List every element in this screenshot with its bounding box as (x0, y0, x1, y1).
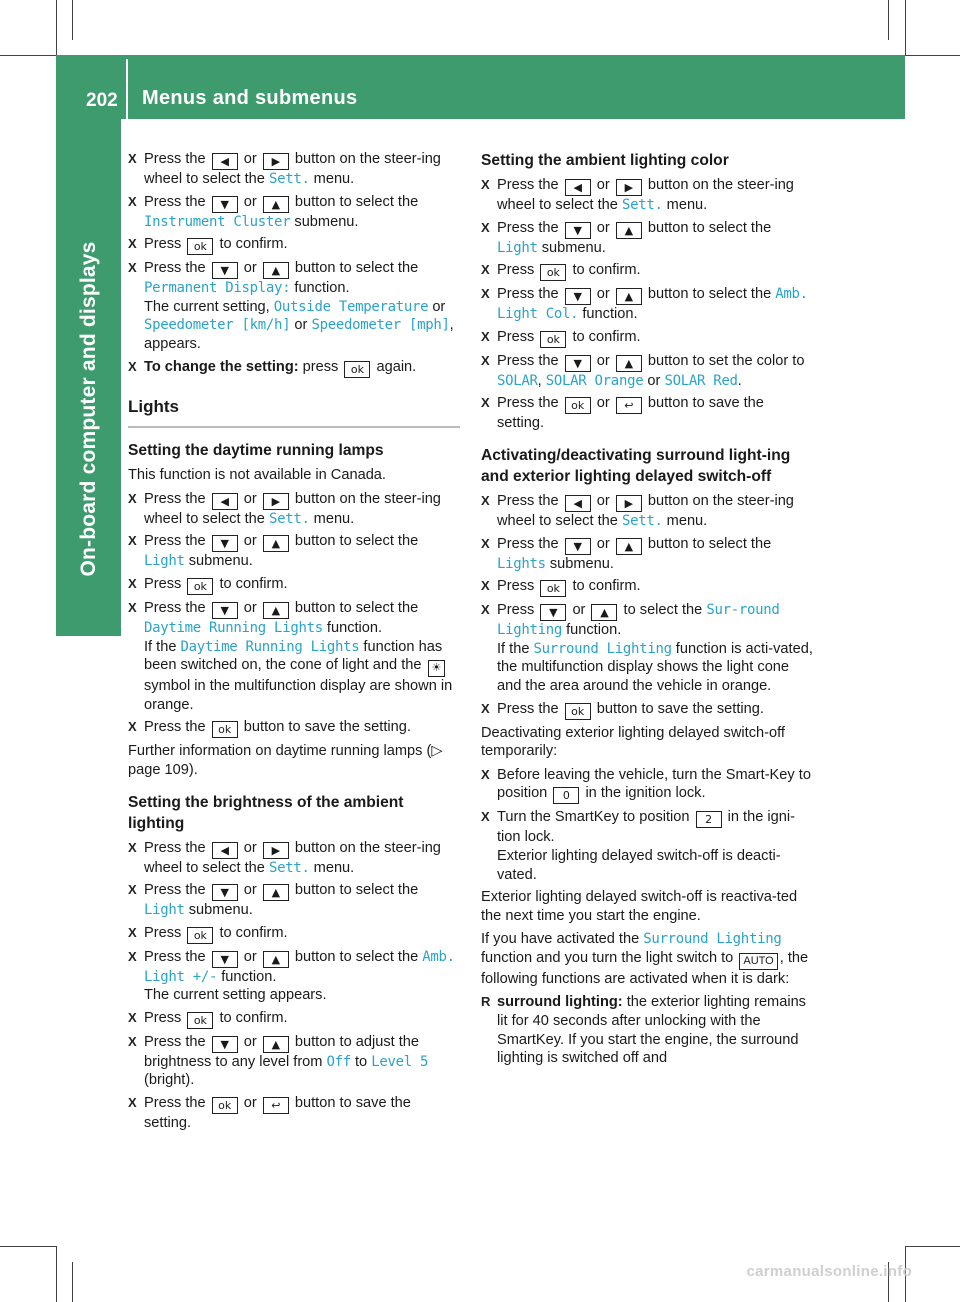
instruction-step: X Press the ▼ or ▲ button to adjust the brightness to any level from Off to Level 5 (bright). (128, 1033, 460, 1090)
display-text: Speedometer [mph] (311, 317, 450, 334)
ok-key-icon: ok (344, 361, 370, 378)
crop-mark (0, 55, 56, 56)
arrow-down-key-icon: ▼ (212, 602, 238, 619)
display-text: Sett. (268, 171, 310, 187)
ok-key-icon: ok (565, 397, 591, 414)
chapter-label: On-board computer and displays (76, 241, 100, 577)
display-text: Sur‐round Lighting (497, 602, 780, 639)
display-text: Light (144, 902, 185, 919)
instruction-step: X Press ok to confirm. (481, 261, 815, 281)
daytime-lights-icon: ☀ (428, 660, 446, 677)
instruction-step: X Press the ▼ or ▲ button to select the Permanent Display: function. The current setting, Outside Temperature or Speedometer [km/h] or Speedometer [mph], appears. (128, 259, 460, 353)
chapter-tab (56, 119, 121, 636)
instruction-step: X Press ▼ or ▲ to select the Sur‐round Lighting function. If the Surround Lighting function is acti-vated, the multifunction display shows the light cone and the area around the vehicle in orange. (481, 601, 815, 695)
instruction-step: X Press the ◀ or ▶ button on the steer-ing wheel to select the Sett. menu. (128, 839, 460, 878)
instruction-step: X Press the ok or ↩ button to save the setting. (481, 394, 815, 433)
arrow-up-key-icon: ▲ (616, 538, 642, 555)
instruction-step: X Press the ok button to save the setting. (128, 718, 460, 738)
instruction-step: X Before leaving the vehicle, turn the Smart-Key to position 0 in the ignition lock. (481, 766, 815, 805)
display-text: Sett. (268, 510, 310, 527)
arrow-down-key-icon: ▼ (212, 262, 238, 279)
arrow-up-key-icon: ▲ (263, 602, 289, 619)
instruction-step: X Press the ▼ or ▲ button to select the Lights submenu. (481, 535, 815, 574)
arrow-down-key-icon: ▼ (565, 355, 591, 372)
arrow-right-key-icon: ▶ (263, 153, 289, 170)
instruction-step: X Press the ok or ↩ button to save the setting. (128, 1094, 460, 1133)
instruction-step: X Press the ▼ or ▲ button to select the Amb. Light Col. function. (481, 285, 815, 324)
instruction-step: X Press the ▼ or ▲ button to select the Light submenu. (128, 532, 460, 571)
ok-key-icon: ok (187, 927, 213, 944)
arrow-left-key-icon: ◀ (565, 495, 591, 512)
instruction-step: X Press ok to confirm. (481, 577, 815, 597)
back-key-icon: ↩ (263, 1097, 289, 1114)
crop-mark (56, 1246, 57, 1302)
right-column (481, 150, 815, 1072)
auto-light-icon: AUTO (739, 953, 777, 970)
arrow-left-key-icon: ◀ (212, 842, 238, 859)
instruction-step: X Press the ◀ or ▶ button on the steer-ing wheel to select the Sett. menu. (128, 150, 460, 189)
arrow-up-key-icon: ▲ (616, 355, 642, 372)
arrow-up-key-icon: ▲ (263, 1036, 289, 1053)
display-text: Sett. (268, 859, 310, 876)
display-text: Level 5 (371, 1053, 429, 1070)
subsection-heading: Activating/deactivating surround light-ing and exterior lighting delayed switch-off (481, 446, 791, 485)
arrow-down-key-icon: ▼ (212, 884, 238, 901)
arrow-right-key-icon: ▶ (616, 495, 642, 512)
display-text: Daytime Running Lights (144, 619, 323, 636)
display-text: Surround Lighting (643, 931, 782, 948)
arrow-up-key-icon: ▲ (263, 262, 289, 279)
arrow-up-key-icon: ▲ (591, 604, 617, 621)
left-column (128, 150, 460, 1137)
instruction-step: X Press the ◀ or ▶ button on the steer-ing wheel to select the Sett. menu. (481, 492, 815, 531)
arrow-left-key-icon: ◀ (212, 493, 238, 510)
instruction-step: X Press ok to confirm. (128, 1009, 460, 1029)
crop-mark (888, 0, 889, 40)
display-text: Amb. Light +/- (144, 948, 455, 985)
display-text: Daytime Running Lights (180, 638, 360, 655)
paragraph: Further information on daytime running lamps (▷ page 109). (128, 743, 443, 778)
arrow-down-key-icon: ▼ (212, 951, 238, 968)
instruction-step: X Press the ▼ or ▲ button to select the Amb. Light +/- function. The current setting appears. (128, 948, 460, 1005)
arrow-down-key-icon: ▼ (212, 196, 238, 213)
arrow-down-key-icon: ▼ (565, 538, 591, 555)
ok-key-icon: ok (540, 264, 566, 281)
display-text: Light (497, 239, 538, 256)
crop-mark (0, 1246, 56, 1247)
display-text: Permanent Display: (144, 280, 291, 297)
arrow-up-key-icon: ▲ (263, 535, 289, 552)
instruction-step: X Turn the SmartKey to position 2 in the igni-tion lock. Exterior lighting delayed switch-off is deacti-vated. (481, 808, 815, 884)
display-text: Instrument Cluster (144, 213, 291, 230)
arrow-right-key-icon: ▶ (263, 493, 289, 510)
display-text: Surround Lighting (533, 640, 672, 657)
arrow-right-key-icon: ▶ (263, 842, 289, 859)
paragraph: If you have activated the Surround Lighting function and you turn the light switch to AUTO , the following functions are activated when it is dark: (481, 931, 809, 987)
instruction-step: X Press the ◀ or ▶ button on the steer-ing wheel to select the Sett. menu. (128, 490, 460, 529)
display-text: SOLAR (497, 372, 538, 389)
instruction-step: X Press the ▼ or ▲ button to set the color to SOLAR, SOLAR Orange or SOLAR Red. (481, 352, 815, 391)
arrow-down-key-icon: ▼ (212, 535, 238, 552)
ok-key-icon: ok (540, 580, 566, 597)
paragraph: Exterior lighting delayed switch-off is reactiva-ted the next time you start the engine. (481, 889, 798, 924)
back-key-icon: ↩ (616, 397, 642, 414)
crop-mark (72, 0, 73, 40)
ok-key-icon: ok (187, 238, 213, 255)
arrow-up-key-icon: ▲ (616, 222, 642, 239)
subsection-heading: Setting the brightness of the ambient lighting (128, 793, 404, 832)
subsection-heading: Setting the daytime running lamps (128, 442, 384, 460)
ok-key-icon: ok (212, 721, 238, 738)
display-text: Sett. (621, 512, 663, 529)
instruction-step: X Press the ▼ or ▲ button to select the Light submenu. (128, 881, 460, 920)
crop-mark (905, 0, 906, 55)
instruction-step: X Press ok to confirm. (481, 328, 815, 348)
ok-key-icon: ok (212, 1097, 238, 1114)
crop-mark (56, 0, 57, 55)
instruction-step: X Press the ◀ or ▶ button on the steer-ing wheel to select the Sett. menu. (481, 176, 815, 215)
display-text: Off (326, 1053, 351, 1070)
instruction-step: X Press ok to confirm. (128, 924, 460, 944)
page-header (56, 55, 905, 119)
instruction-step: X To change the setting: press ok again. (128, 358, 460, 378)
ok-key-icon: ok (187, 578, 213, 595)
section-heading: Lights (128, 398, 460, 429)
ok-key-icon: ok (187, 1012, 213, 1029)
subsection-heading: Setting the ambient lighting color (481, 152, 729, 169)
arrow-up-key-icon: ▲ (263, 884, 289, 901)
arrow-left-key-icon: ◀ (565, 179, 591, 196)
crop-mark (905, 1246, 960, 1247)
crop-mark (905, 55, 960, 56)
display-text: Sett. (621, 197, 663, 213)
page-title: Menus and submenus (142, 87, 358, 109)
arrow-down-key-icon: ▼ (212, 1036, 238, 1053)
paragraph: This function is not available in Canada. (128, 467, 386, 484)
display-text: Outside Temperature (273, 298, 429, 315)
instruction-step: X Press the ▼ or ▲ button to select the Instrument Cluster submenu. (128, 193, 460, 232)
page-number: 202 (86, 90, 118, 111)
instruction-step: X Press the ▼ or ▲ button to select the Daytime Running Lights function. If the Daytime Running Lights function has been switched on, the cone of light and the ☀ symbol in the multifunction display are shown in orange. (128, 599, 460, 714)
arrow-left-key-icon: ◀ (212, 153, 238, 170)
instruction-step: X Press the ▼ or ▲ button to select the Light submenu. (481, 219, 815, 258)
display-text: Amb. Light Col. (497, 286, 808, 323)
display-text: Speedometer [km/h] (144, 317, 291, 334)
arrow-down-key-icon: ▼ (565, 222, 591, 239)
arrow-down-key-icon: ▼ (540, 604, 566, 621)
watermark-footer: carmanualsonline.info (746, 1263, 912, 1280)
display-text: Light (144, 553, 185, 570)
paragraph: Deactivating exterior lighting delayed switch-off temporarily: (481, 724, 785, 760)
ok-key-icon: ok (565, 703, 591, 720)
arrow-up-key-icon: ▲ (616, 288, 642, 305)
crop-mark (72, 1262, 73, 1302)
arrow-up-key-icon: ▲ (263, 951, 289, 968)
instruction-step: X Press the ok button to save the setting. (481, 700, 815, 720)
ok-key-icon: ok (540, 331, 566, 348)
arrow-down-key-icon: ▼ (565, 288, 591, 305)
instruction-step: X Press ok to confirm. (128, 575, 460, 595)
position-2-icon: 2 (696, 811, 722, 828)
display-text: SOLAR Red (664, 372, 738, 389)
arrow-up-key-icon: ▲ (263, 196, 289, 213)
display-text: Lights (497, 555, 546, 572)
arrow-right-key-icon: ▶ (616, 179, 642, 196)
display-text: SOLAR Orange (545, 372, 644, 389)
header-divider (126, 59, 128, 119)
position-0-icon: 0 (553, 787, 579, 804)
instruction-step: X Press ok to confirm. (128, 235, 460, 255)
bullet-item: R surround lighting: the exterior lighting remains lit for 40 seconds after unlocking with the SmartKey. If you start the engine, the surround lighting is switched off and (481, 993, 815, 1067)
